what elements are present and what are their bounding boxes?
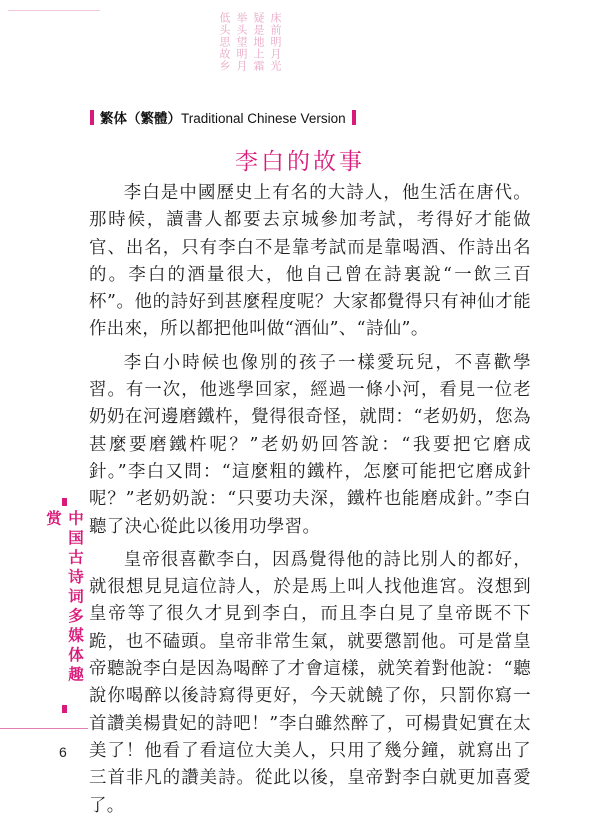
version-bar-right-marker [352, 110, 356, 125]
footer-rule [0, 728, 88, 729]
version-header [90, 107, 356, 127]
side-banner [44, 498, 84, 713]
version-label [100, 107, 346, 127]
side-banner-text: 中国古诗词多媒体趣赏 [44, 509, 84, 686]
decorative-calligraphy [10, 12, 282, 72]
decorative-column-4: 低头思故乡 [218, 12, 231, 72]
side-banner-bottom-marker [62, 705, 67, 713]
story-title: 李白的故事 [235, 149, 365, 175]
side-banner-top-marker [62, 498, 67, 506]
paragraph-2: 李白小時候也像別的孩子一樣愛玩兒，不喜歡學習。有一次，他逃學回家，經過一條小河，看見一位老奶奶在河邊磨鐵杵，覺得很奇怪，就問：“老奶奶，您為甚麼要磨鐵杵呢？”老奶奶回答說：“我要把它磨成針。”李白又問：“這麼粗的鐵杵，怎麼可能把它磨成針呢？”老奶奶說：“只要功夫深，鐵杵也能磨成針。”李白聽了決心從此以後用功學習。 [89, 352, 531, 537]
story-body [89, 180, 531, 820]
decorative-column-2: 疑是地上霜 [252, 12, 265, 72]
decorative-column-1: 床前明月光 [269, 12, 282, 72]
version-label-chinese: 繁体（繁體） [100, 111, 181, 127]
decorative-top-rule [8, 10, 100, 11]
version-label-english: Traditional Chinese Version [181, 111, 346, 126]
page-number: 6 [59, 744, 67, 760]
decorative-column-3: 举头望明月 [235, 12, 248, 72]
paragraph-1: 李白是中國歷史上有名的大詩人，他生活在唐代。那時候，讀書人都要去京城參加考試，考得好才能做官、出名，只有李白不是靠考試而是靠喝酒、作詩出名的。李白的酒量很大，他自己曾在詩裏說“一飲三百杯”。他的詩好到甚麼程度呢？大家都覺得只有神仙才能作出來，所以都把他叫做“酒仙”、“詩仙”。 [89, 183, 531, 340]
version-bar-left-marker [90, 110, 94, 125]
paragraph-3: 皇帝很喜歡李白，因爲覺得他的詩比別人的都好，就很想見見這位詩人，於是馬上叫人找他進宮。沒想到皇帝等了很久才見到李白，而且李白見了皇帝既不下跪，也不磕頭。皇帝非常生氣，就要懲罰他。可是當皇帝聽說李白是因為喝醉了才會這樣，就笑着對他說：“聽說你喝醉以後詩寫得更好，今天就饒了你，只罰你寫一首讚美楊貴妃的詩吧！”李白雖然醉了，可楊貴妃實在太美了！他看了看這位大美人，只用了幾分鐘，就寫出了三首非凡的讚美詩。從此以後，皇帝對李白就更加喜愛了。 [89, 549, 531, 816]
